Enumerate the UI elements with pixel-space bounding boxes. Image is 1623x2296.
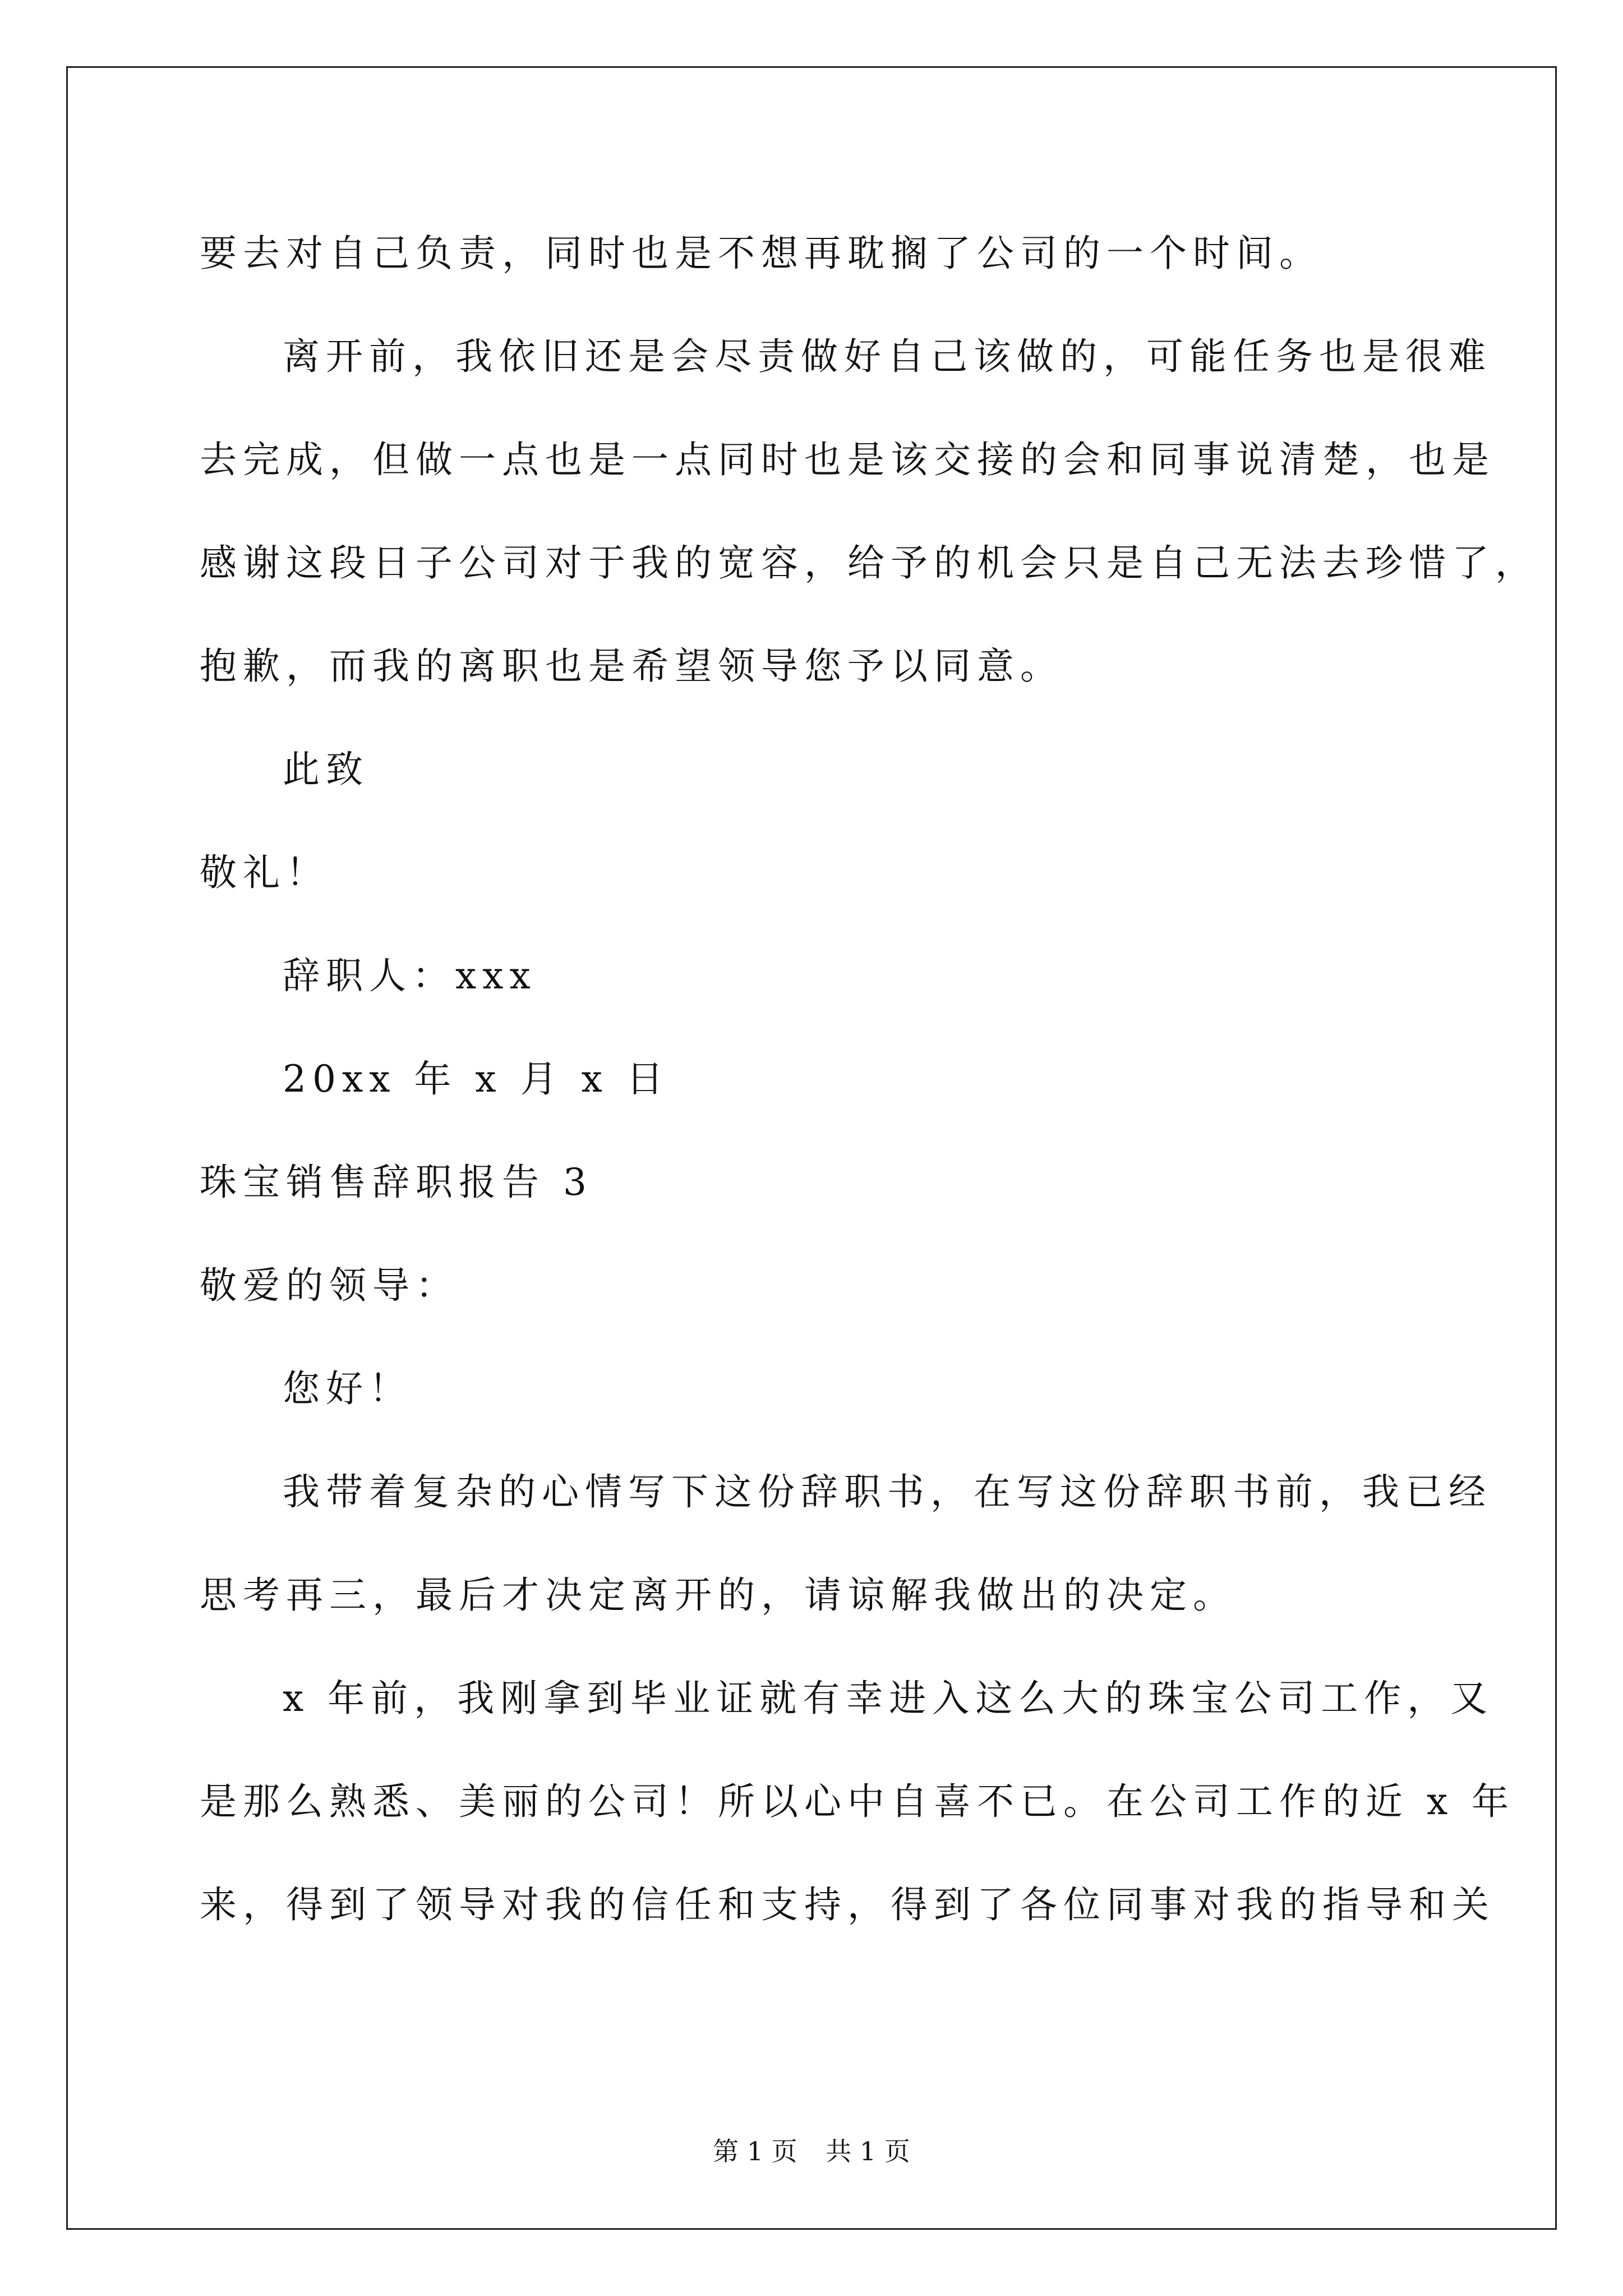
date-line: 20xx 年 x 月 x 日 (283, 1057, 670, 1101)
page-footer (0, 2134, 1623, 2168)
section-title: 珠宝销售辞职报告 3 (200, 1161, 593, 1204)
greeting-line: 敬爱的领导： (200, 1264, 459, 1307)
text-line: 您好！ (283, 1367, 412, 1410)
text-line: 离开前，我依旧还是会尽责做好自己该做的，可能任务也是很难 (283, 335, 1492, 378)
text-line: 感谢这段日子公司对于我的宽容，给予的机会只是自己无法去珍惜了， (200, 541, 1538, 585)
document-body (200, 202, 1538, 1957)
salutation-line: 敬礼！ (200, 851, 329, 894)
signature-line: 辞职人：xxx (283, 954, 537, 997)
page-number: 第 1 页 (713, 2136, 797, 2166)
text-line: 要去对自己负责，同时也是不想再耽搁了公司的一个时间。 (200, 232, 1322, 275)
text-line: 来，得到了领导对我的信任和支持，得到了各位同事对我的指导和关 (200, 1883, 1495, 1926)
text-line: x 年前，我刚拿到毕业证就有幸进入这么大的珠宝公司工作，又 (283, 1677, 1494, 1720)
text-line: 思考再三，最后才决定离开的，请谅解我做出的决定。 (200, 1573, 1236, 1617)
page-total: 共 1 页 (826, 2136, 910, 2166)
text-line: 抱歉，而我的离职也是希望领导您予以同意。 (200, 645, 1063, 688)
text-line: 是那么熟悉、美丽的公司！所以心中自喜不已。在公司工作的近 x 年 (200, 1780, 1515, 1823)
closing-line: 此致 (283, 748, 369, 791)
text-line: 我带着复杂的心情写下这份辞职书，在写这份辞职书前，我已经 (283, 1470, 1492, 1513)
text-line: 去完成，但做一点也是一点同时也是该交接的会和同事说清楚，也是 (200, 438, 1495, 481)
